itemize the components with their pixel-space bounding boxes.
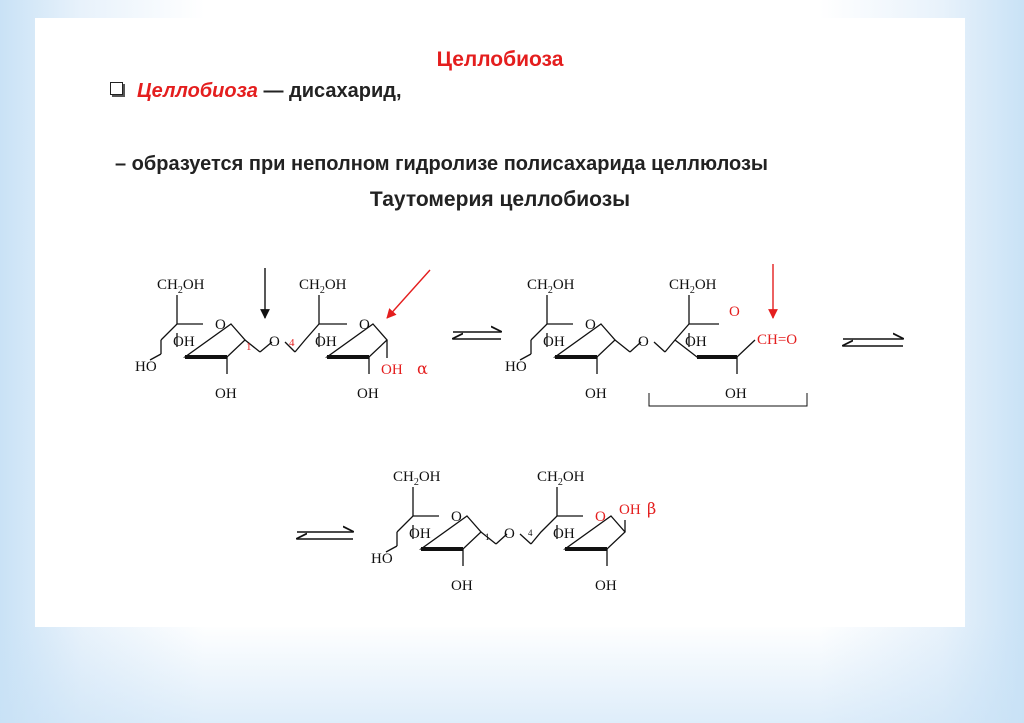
cellobiose-open-chain-structure	[505, 264, 807, 406]
slide-title: Целлобиоза	[436, 48, 564, 71]
alpha-label: α	[417, 359, 428, 378]
tautomerism-scheme	[35, 18, 965, 627]
cellobiose-beta-structure	[371, 469, 656, 594]
oh-label: OH	[543, 334, 565, 350]
beta-label: β	[647, 499, 657, 518]
section-subtitle: Таутомерия целлобиозы	[369, 188, 631, 211]
equilibrium-arrows	[453, 332, 501, 339]
oh-label: OH	[553, 526, 575, 542]
anomeric-oh: OH	[381, 362, 403, 378]
oh-label: OH	[315, 334, 337, 350]
anomeric-oh: OH	[619, 502, 641, 518]
carbon-number-1: 1	[485, 532, 490, 542]
slide	[35, 18, 965, 627]
ring-oxygen: O	[451, 509, 462, 525]
ch2oh-label: $CH_2OH$	[669, 277, 717, 296]
ring-oxygen: O	[585, 317, 596, 333]
ring-oxygen: O	[359, 317, 370, 333]
oh-label: OH	[595, 578, 617, 594]
oh-label: OH	[585, 386, 607, 402]
oh-label: OH	[725, 386, 747, 402]
ch2oh-label: $CH_2OH$	[393, 469, 441, 488]
oh-label: OH	[173, 334, 195, 350]
cellobiose-alpha-structure	[135, 268, 430, 402]
carbon-number-4: 4	[289, 337, 295, 349]
glucose-ring	[150, 295, 260, 374]
ch2oh-label: $CH_2OH$	[527, 277, 575, 296]
term-cellobiose: Целлобиоза	[137, 80, 258, 102]
glucose-ring	[520, 295, 630, 374]
carbon-number-4: 4	[528, 528, 533, 538]
equilibrium-arrows	[843, 339, 903, 346]
ch2oh-label: $CH_2OH$	[299, 277, 347, 296]
ho-label: HO	[505, 359, 527, 375]
oh-label: OH	[451, 578, 473, 594]
glucose-ring	[386, 487, 496, 566]
ho-label: HO	[135, 359, 157, 375]
glucose-ring	[531, 487, 625, 566]
oh-label: OH	[357, 386, 379, 402]
carbonyl-oxygen: O	[729, 304, 740, 320]
oh-label: OH	[685, 334, 707, 350]
hydrolysis-line: – образуется при неполном гидролизе полисахарида целлюлозы	[115, 153, 768, 175]
oh-label: OH	[409, 526, 431, 542]
ring-oxygen: O	[215, 317, 226, 333]
glucose-ring	[295, 295, 387, 374]
equilibrium-arrows	[297, 532, 353, 539]
ring-opening-arrow	[387, 270, 430, 318]
oh-label: OH	[215, 386, 237, 402]
carbon-number-1: 1	[246, 341, 252, 353]
ch2oh-label: $CH_2OH$	[537, 469, 585, 488]
aldehyde-group: CH=O	[757, 332, 798, 348]
term-definition: — дисахарид,	[257, 80, 402, 102]
background-gradient	[0, 623, 1024, 723]
glycosidic-oxygen: O	[638, 334, 649, 350]
ch2oh-label: $CH_2OH$	[157, 277, 205, 296]
ring-oxygen: O	[595, 509, 606, 525]
glycosidic-oxygen: O	[269, 334, 280, 350]
open-chain-skeleton	[665, 295, 755, 374]
glycosidic-oxygen: O	[504, 526, 515, 542]
ho-label: HO	[371, 551, 393, 567]
